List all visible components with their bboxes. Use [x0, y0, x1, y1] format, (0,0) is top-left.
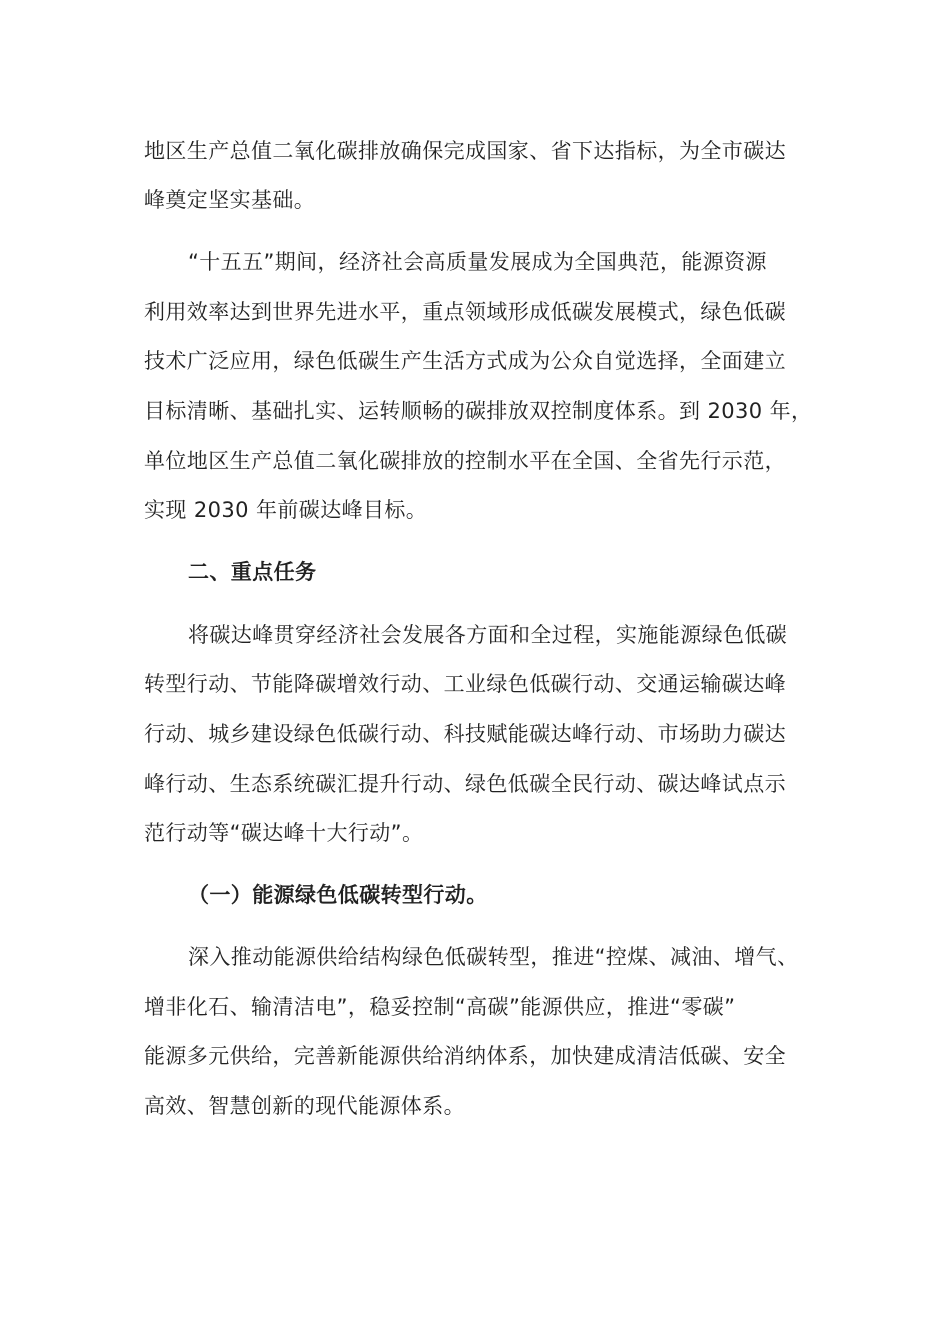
- paragraph-line: “十五五”期间，经济社会高质量发展成为全国典范，能源资源: [188, 250, 767, 274]
- paragraph-line: 目标清晰、基础扎实、运转顺畅的碳排放双控制度体系。到 2030 年，: [144, 399, 813, 423]
- subsection-heading: （一）能源绿色低碳转型行动。: [188, 883, 488, 907]
- section-heading: 二、重点任务: [188, 560, 317, 584]
- paragraph-line: 利用效率达到世界先进水平，重点领域形成低碳发展模式，绿色低碳: [144, 300, 786, 324]
- paragraph-line: 峰行动、生态系统碳汇提升行动、绿色低碳全民行动、碳达峰试点示: [144, 772, 786, 796]
- paragraph-line: 技术广泛应用，绿色低碳生产生活方式成为公众自觉选择，全面建立: [144, 349, 786, 373]
- paragraph-line: 转型行动、节能降碳增效行动、工业绿色低碳行动、交通运输碳达峰: [144, 672, 786, 696]
- paragraph-line: 深入推动能源供给结构绿色低碳转型，推进“控煤、减油、增气、: [188, 945, 799, 969]
- paragraph-line: 能源多元供给，完善新能源供给消纳体系，加快建成清洁低碳、安全: [144, 1044, 786, 1068]
- paragraph-line: 实现 2030 年前碳达峰目标。: [144, 498, 428, 522]
- paragraph-line: 将碳达峰贯穿经济社会发展各方面和全过程，实施能源绿色低碳: [188, 623, 788, 647]
- paragraph-line: 高效、智慧创新的现代能源体系。: [144, 1094, 465, 1118]
- paragraph-line: 行动、城乡建设绿色低碳行动、科技赋能碳达峰行动、市场助力碳达: [144, 722, 786, 746]
- paragraph-line: 范行动等“碳达峰十大行动”。: [144, 821, 424, 845]
- paragraph-line: 峰奠定坚实基础。: [144, 188, 316, 212]
- paragraph-line: 单位地区生产总值二氧化碳排放的控制水平在全国、全省先行示范，: [144, 449, 786, 473]
- paragraph-line: 地区生产总值二氧化碳排放确保完成国家、省下达指标，为全市碳达: [144, 139, 786, 163]
- paragraph-line: 增非化石、输清洁电”，稳妥控制“高碳”能源供应，推进“零碳”: [144, 995, 736, 1019]
